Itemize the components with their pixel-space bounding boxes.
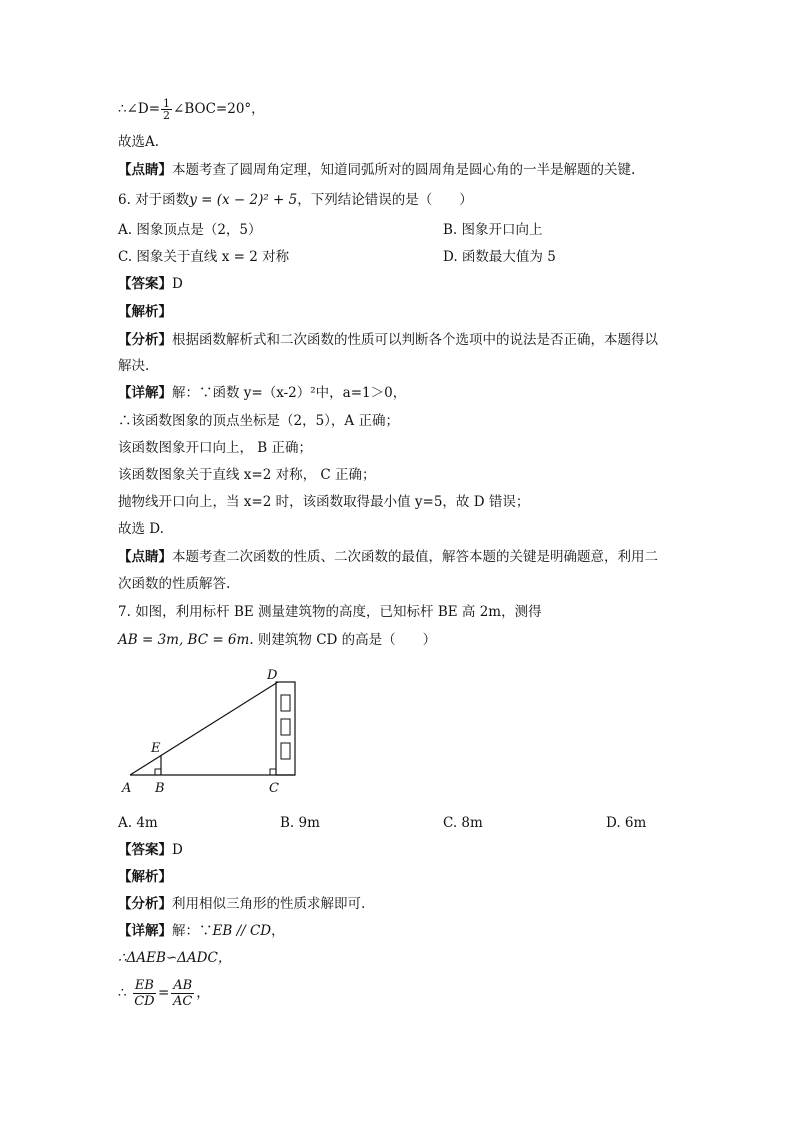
q7-fenxi (118, 894, 365, 914)
comment-text: 本题考查了圆周角定理，知道同弧所对的圆周角是圆心角的一半是解题的关键. (172, 162, 636, 178)
stem-text: 如图，利用标杆 BE 测量建筑物的高度，已知标杆 BE 高 2m，测得 (135, 604, 542, 620)
q6-option-a[interactable]: A. 图象顶点是（2，5） (118, 222, 262, 238)
fraction-denominator: 2 (163, 109, 171, 122)
answer-value: D (172, 276, 183, 292)
q6-detail-2: ∴该函数图象的顶点坐标是（2，5），A 正确； (118, 413, 399, 429)
q6-stem (118, 190, 473, 210)
window-bottom (281, 743, 290, 759)
function-formula: y = (x − 2)² + 5 (189, 192, 298, 208)
ratio-left (133, 978, 156, 1009)
conclusion-angle-d (118, 98, 265, 121)
label-d: D (267, 668, 278, 683)
window-middle (281, 719, 290, 735)
angle-suffix: ∠BOC=20°， (173, 101, 265, 117)
q6-option-d[interactable]: D. 函数最大值为 5 (443, 249, 556, 265)
stem-post: . 则建筑物 CD 的高是（ ） (249, 632, 437, 648)
therefore-symbol: ∴ (118, 985, 127, 1001)
detail-tag: 【详解】 (118, 923, 172, 939)
q7-detail-1 (118, 921, 285, 941)
ratio-left-denominator: CD (134, 994, 155, 1009)
q7-stem-1 (118, 602, 542, 622)
ratio-right-denominator: AC (173, 994, 193, 1009)
detail-text: 解：∵函数 y=（x-2）²中，a=1＞0， (172, 385, 407, 401)
ratio-left-numerator: EB (134, 978, 154, 993)
q6-fenxi-2: 解决. (118, 358, 150, 374)
q7-option-c[interactable]: C. 8m (443, 815, 483, 831)
fraction-numerator: 1 (163, 97, 171, 110)
q6-option-b[interactable]: B. 图象开口向上 (443, 222, 543, 238)
window-top (281, 695, 290, 711)
q7-stem-2 (118, 630, 436, 650)
q7-answer (118, 840, 183, 860)
comment-tag: 【点睛】 (118, 162, 172, 178)
detail-post: ， (196, 985, 210, 1001)
ratio-right-numerator: AB (173, 978, 193, 993)
answer-value: D (172, 842, 183, 858)
building (276, 682, 295, 775)
q6-answer (118, 274, 183, 294)
stem-pre: 对于函数 (135, 192, 190, 208)
q6-comment-1 (118, 547, 658, 567)
q7-option-d[interactable]: D. 6m (606, 815, 647, 831)
comment-text: 本题考查二次函数的性质、二次函数的最值，解答本题的关键是明确题意，利用二 (172, 549, 658, 565)
q7-detail-2: ∴ΔAEB∽ΔADC， (118, 950, 232, 966)
ratio-equals: = (157, 985, 170, 1001)
fenxi-tag: 【分析】 (118, 896, 172, 912)
detail-tag: 【详解】 (118, 385, 172, 401)
q6-detail-4: 该函数图象关于直线 x=2 对称， C 正确； (118, 467, 376, 483)
q5-comment (118, 160, 635, 180)
q6-fenxi-1 (118, 330, 658, 350)
building-measurement-figure (118, 662, 318, 800)
q7-analysis-tag: 【解析】 (118, 869, 172, 885)
fenxi-tag: 【分析】 (118, 332, 172, 348)
question-number: 7. (118, 604, 131, 620)
label-a: A (122, 781, 132, 796)
answer-tag: 【答案】 (118, 842, 172, 858)
q7-detail-3 (118, 978, 210, 1009)
detail-post: ， (271, 923, 285, 939)
q6-detail-5: 抛物线开口向上，当 x=2 时，该函数取得最小值 y=5，故 D 错误； (118, 494, 530, 510)
label-b: B (155, 781, 165, 796)
answer-tag: 【答案】 (118, 276, 172, 292)
question-number: 6. (118, 192, 131, 208)
q6-option-c[interactable]: C. 图象关于直线 x = 2 对称 (118, 249, 290, 265)
comment-tag: 【点睛】 (118, 549, 172, 565)
fenxi-text: 利用相似三角形的性质求解即可. (172, 896, 366, 912)
right-angle-b (155, 769, 161, 775)
q6-detail-6: 故选 D. (118, 521, 164, 537)
right-angle-c (270, 769, 276, 775)
q7-option-b[interactable]: B. 9m (280, 815, 320, 831)
q6-analysis-tag: 【解析】 (118, 304, 172, 320)
given-lengths: AB = 3m, BC = 6m (118, 632, 250, 648)
stem-post: ，下列结论错误的是（ ） (297, 192, 473, 208)
q6-detail-3: 该函数图象开口向上， B 正确； (118, 440, 313, 456)
detail-pre: 解：∵ (172, 923, 213, 939)
label-e: E (151, 741, 161, 756)
q6-detail-1 (118, 383, 406, 403)
label-c: C (269, 781, 279, 796)
angle-prefix: ∴∠D= (118, 101, 161, 117)
half-fraction (161, 98, 172, 121)
q7-option-a[interactable]: A. 4m (118, 815, 158, 831)
fenxi-text: 根据函数解析式和二次函数的性质可以判断各个选项中的说法是否正确，本题得以 (172, 332, 658, 348)
choose-a: 故选A. (118, 134, 160, 150)
sight-line (130, 682, 278, 775)
q6-comment-2: 次函数的性质解答. (118, 576, 231, 592)
ratio-right (171, 978, 194, 1009)
parallel-statement: EB // CD (212, 923, 272, 939)
